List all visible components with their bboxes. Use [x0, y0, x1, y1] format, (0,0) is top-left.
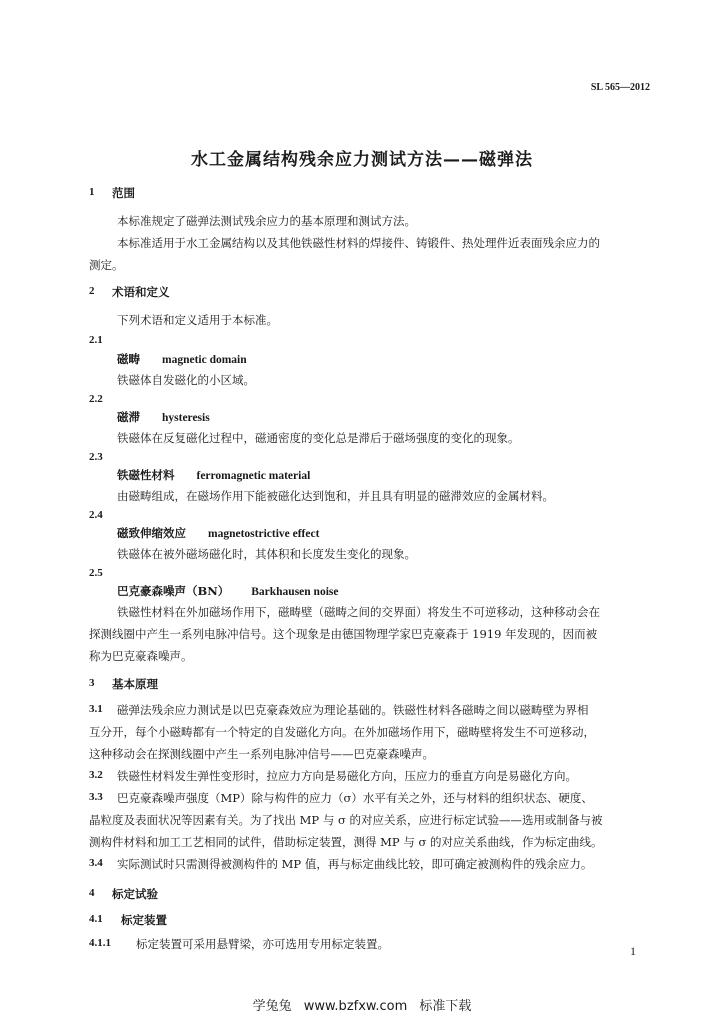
clause-number: 4.1 [89, 913, 103, 925]
paragraph: 测构件材料和加工工艺相同的试件，借助标定装置，测得 MP 与 σ 的对应关系曲线，作为标定曲线。 [89, 835, 603, 849]
term-zh: 磁致伸缩效应 [117, 526, 186, 540]
section-number: 4 [89, 887, 95, 899]
term-entry [117, 351, 247, 367]
section-heading: 基本原理 [112, 677, 158, 691]
section-number: 2 [89, 285, 95, 297]
term-definition: 铁磁性材料在外加磁场作用下，磁畴壁（磁畴之间的交界面）将发生不可逆移动，这种移动会在 [117, 605, 600, 619]
term-entry [117, 525, 319, 541]
clause-number: 2.4 [89, 509, 103, 521]
term-zh: 磁滞 [117, 410, 140, 424]
term-entry [117, 583, 338, 599]
clause-number: 4.1.1 [89, 937, 111, 949]
paragraph: 本标准规定了磁弹法测试残余应力的基本原理和测试方法。 [117, 214, 416, 228]
term-en: hysteresis [162, 412, 210, 424]
term-en: magnetic domain [162, 354, 247, 366]
clause-number: 2.2 [89, 393, 103, 405]
paragraph: 本标准适用于水工金属结构以及其他铁磁性材料的焊接件、铸锻件、热处理件近表面残余应力的 [117, 236, 600, 250]
section-heading: 范围 [112, 186, 135, 200]
term-entry [117, 409, 210, 425]
clause-number: 3.4 [89, 857, 103, 869]
term-zh: 铁磁性材料 [117, 468, 175, 482]
section-number: 1 [89, 186, 95, 198]
term-entry [117, 467, 310, 483]
paragraph: 铁磁性材料发生弹性变形时，拉应力方向是易磁化方向，压应力的垂直方向是易磁化方向。 [117, 769, 577, 783]
paragraph: 测定。 [89, 258, 124, 272]
paragraph: 这种移动会在探测线圈中产生一系列电脉冲信号——巴克豪森噪声。 [89, 747, 434, 761]
page-number: 1 [630, 944, 636, 958]
term-en: Barkhausen noise [251, 586, 339, 598]
paragraph: 晶粒度及表面状况等因素有关。为了找出 MP 与 σ 的对应关系，应进行标定试验——选用或制备与被 [89, 813, 603, 827]
clause-number: 2.3 [89, 451, 103, 463]
paragraph: 巴克豪森噪声强度（MP）除与构件的应力（σ）水平有关之外，还与材料的组织状态、硬度、 [117, 791, 593, 805]
section-heading: 术语和定义 [112, 285, 170, 299]
term-en: magnetostrictive effect [208, 528, 320, 540]
subsection-heading: 标定装置 [121, 913, 167, 927]
term-zh: 磁畴 [117, 352, 140, 366]
clause-number: 3.1 [89, 703, 103, 715]
paragraph: 标定装置可采用悬臂梁，亦可选用专用标定装置。 [136, 937, 389, 951]
footer-watermark: 学兔兔 www.bzfxw.com 标准下载 [252, 999, 472, 1014]
paragraph: 下列术语和定义适用于本标准。 [117, 313, 278, 327]
term-definition: 称为巴克豪森噪声。 [89, 649, 193, 663]
section-number: 3 [89, 677, 95, 689]
document-number: SL 565—2012 [590, 82, 650, 93]
paragraph: 互分开，每个小磁畴都有一个特定的自发磁化方向。在外加磁场作用下，磁畴壁将发生不可逆移动， [89, 725, 595, 739]
term-definition: 探测线圈中产生一系列电脉冲信号。这个现象是由德国物理学家巴克豪森于 1919 年发现的，因而被 [89, 627, 598, 641]
clause-number: 3.2 [89, 769, 103, 781]
term-definition: 由磁畴组成，在磁场作用下能被磁化达到饱和，并且具有明显的磁滞效应的金属材料。 [117, 489, 554, 503]
term-zh: 巴克豪森噪声（BN） [117, 584, 230, 598]
page-title: 水工金属结构残余应力测试方法——磁弹法 [191, 150, 533, 170]
paragraph: 磁弹法残余应力测试是以巴克豪森效应为理论基础的。铁磁性材料各磁畴之间以磁畴壁为界相 [117, 703, 589, 717]
term-en: ferromagnetic material [196, 470, 311, 482]
term-definition: 铁磁体自发磁化的小区域。 [117, 373, 255, 387]
clause-number: 3.3 [89, 791, 103, 803]
clause-number: 2.5 [89, 567, 103, 579]
term-definition: 铁磁体在反复磁化过程中，磁通密度的变化总是滞后于磁场强度的变化的现象。 [117, 431, 520, 445]
clause-number: 2.1 [89, 334, 103, 346]
paragraph: 实际测试时只需测得被测构件的 MP 值，再与标定曲线比较，即可确定被测构件的残余应力。 [117, 857, 593, 871]
section-heading: 标定试验 [112, 887, 158, 901]
term-definition: 铁磁体在被外磁场磁化时，其体积和长度发生变化的现象。 [117, 547, 416, 561]
